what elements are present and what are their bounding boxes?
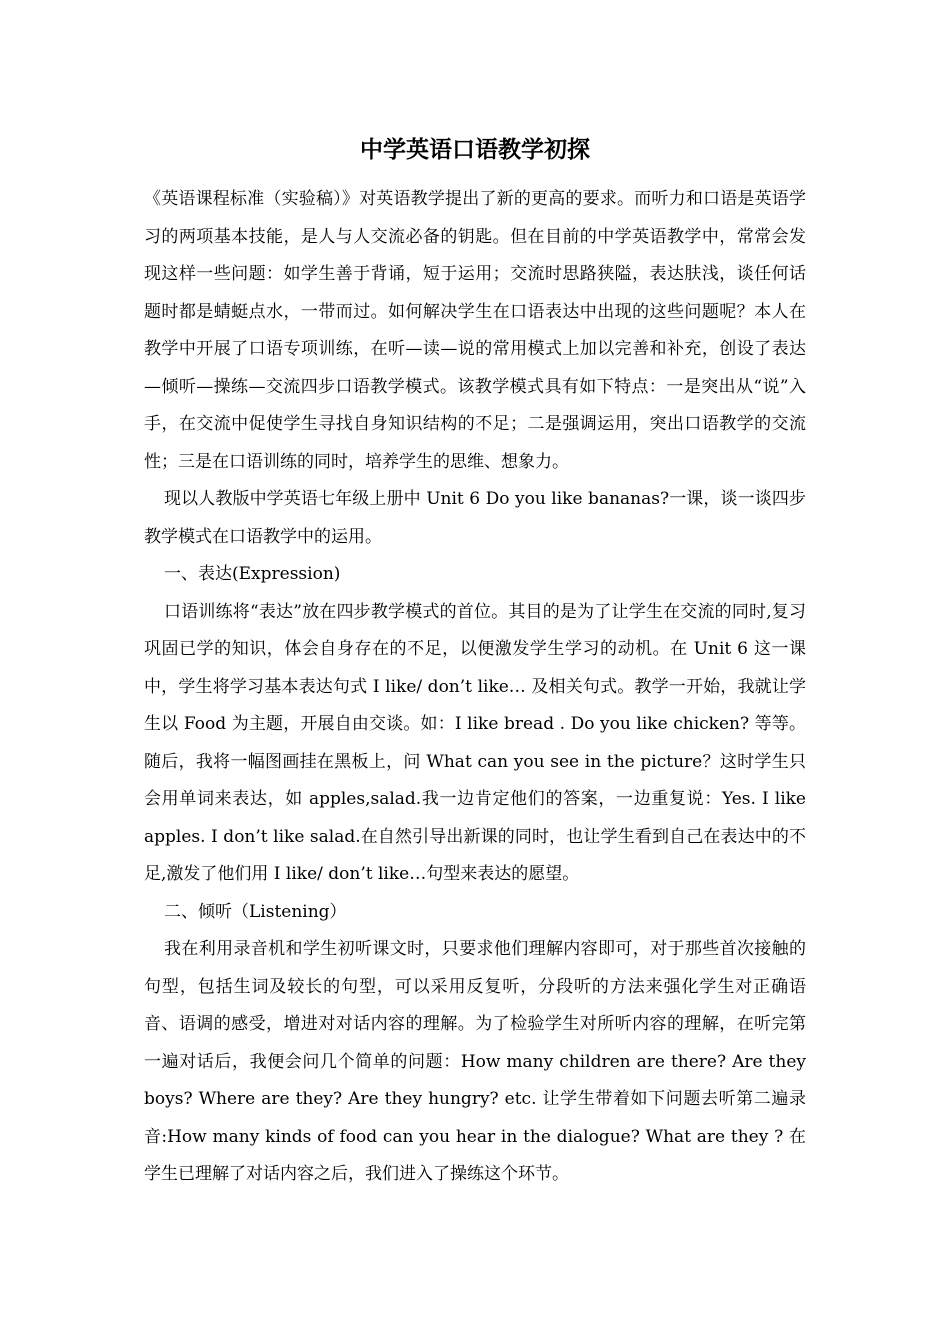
document-body [144, 181, 806, 1194]
paragraph-intro: 《英语课程标准（实验稿）》对英语教学提出了新的更高的要求。而听力和口语是英语学习的两项基本技能，是人与人交流必备的钥匙。但在目前的中学英语教学中，常常会发现这样一些问题：如学生善于背诵，短于运用；交流时思路狭隘，表达肤浅，谈任何话题时都是蜻蜓点水，一带而过。如何解决学生在口语表达中出现的这些问题呢？本人在教学中开展了口语专项训练，在听—读—说的常用模式上加以完善和补充，创设了表达—倾听—操练—交流四步口语教学模式。该教学模式具有如下特点：一是突出从“说”入手，在交流中促使学生寻找自身知识结构的不足；二是强调运用，突出口语教学的交流性；三是在口语训练的同时，培养学生的思维、想象力。 [144, 189, 806, 472]
paragraph-expression: 口语训练将“表达”放在四步教学模式的首位。其目的是为了让学生在交流的同时,复习巩固已学的知识，体会自身存在的不足，以便激发学生学习的动机。在 Unit 6 这一课中，学生将学习基本表达句式 I like/ don’t like… 及相关句式。教学一开始，我就让学生以 Food 为主题，开展自由交谈。如：I like bread . Do you like chicken? 等等。随后，我将一幅图画挂在黑板上，问 What can you see in the picture？这时学生只会用单词来表达，如 apples,salad.我一边肯定他们的答案，一边重复说：Yes. I like apples. I don’t like salad.在自然引导出新课的同时，也让学生看到自己在表达中的不足,激发了他们用 I like/ don’t like…句型来表达的愿望。 [144, 601, 806, 884]
section-heading-listening: 二、倾听（Listening） [164, 901, 347, 922]
page-title: 中学英语口语教学初探 [360, 136, 590, 163]
paragraph-listening: 我在利用录音机和学生初听课文时，只要求他们理解内容即可，对于那些首次接触的句型，包括生词及较长的句型，可以采用反复听，分段听的方法来强化学生对正确语音、语调的感受，增进对对话内容的理解。为了检验学生对所听内容的理解，在听完第一遍对话后，我便会问几个简单的问题：How many children are there? Are they boys? Where are they? Are they hungry? etc. 让学生带着如下问题去听第二遍录音:How many kinds of food can you hear in the dialogue? What are they ? 在学生已理解了对话内容之后，我们进入了操练这个环节。 [144, 939, 806, 1184]
paragraph-example-lesson: 现以人教版中学英语七年级上册中 Unit 6 Do you like bananas?一课，谈一谈四步教学模式在口语教学中的运用。 [144, 489, 806, 547]
section-heading-expression: 一、表达(Expression) [164, 564, 341, 584]
